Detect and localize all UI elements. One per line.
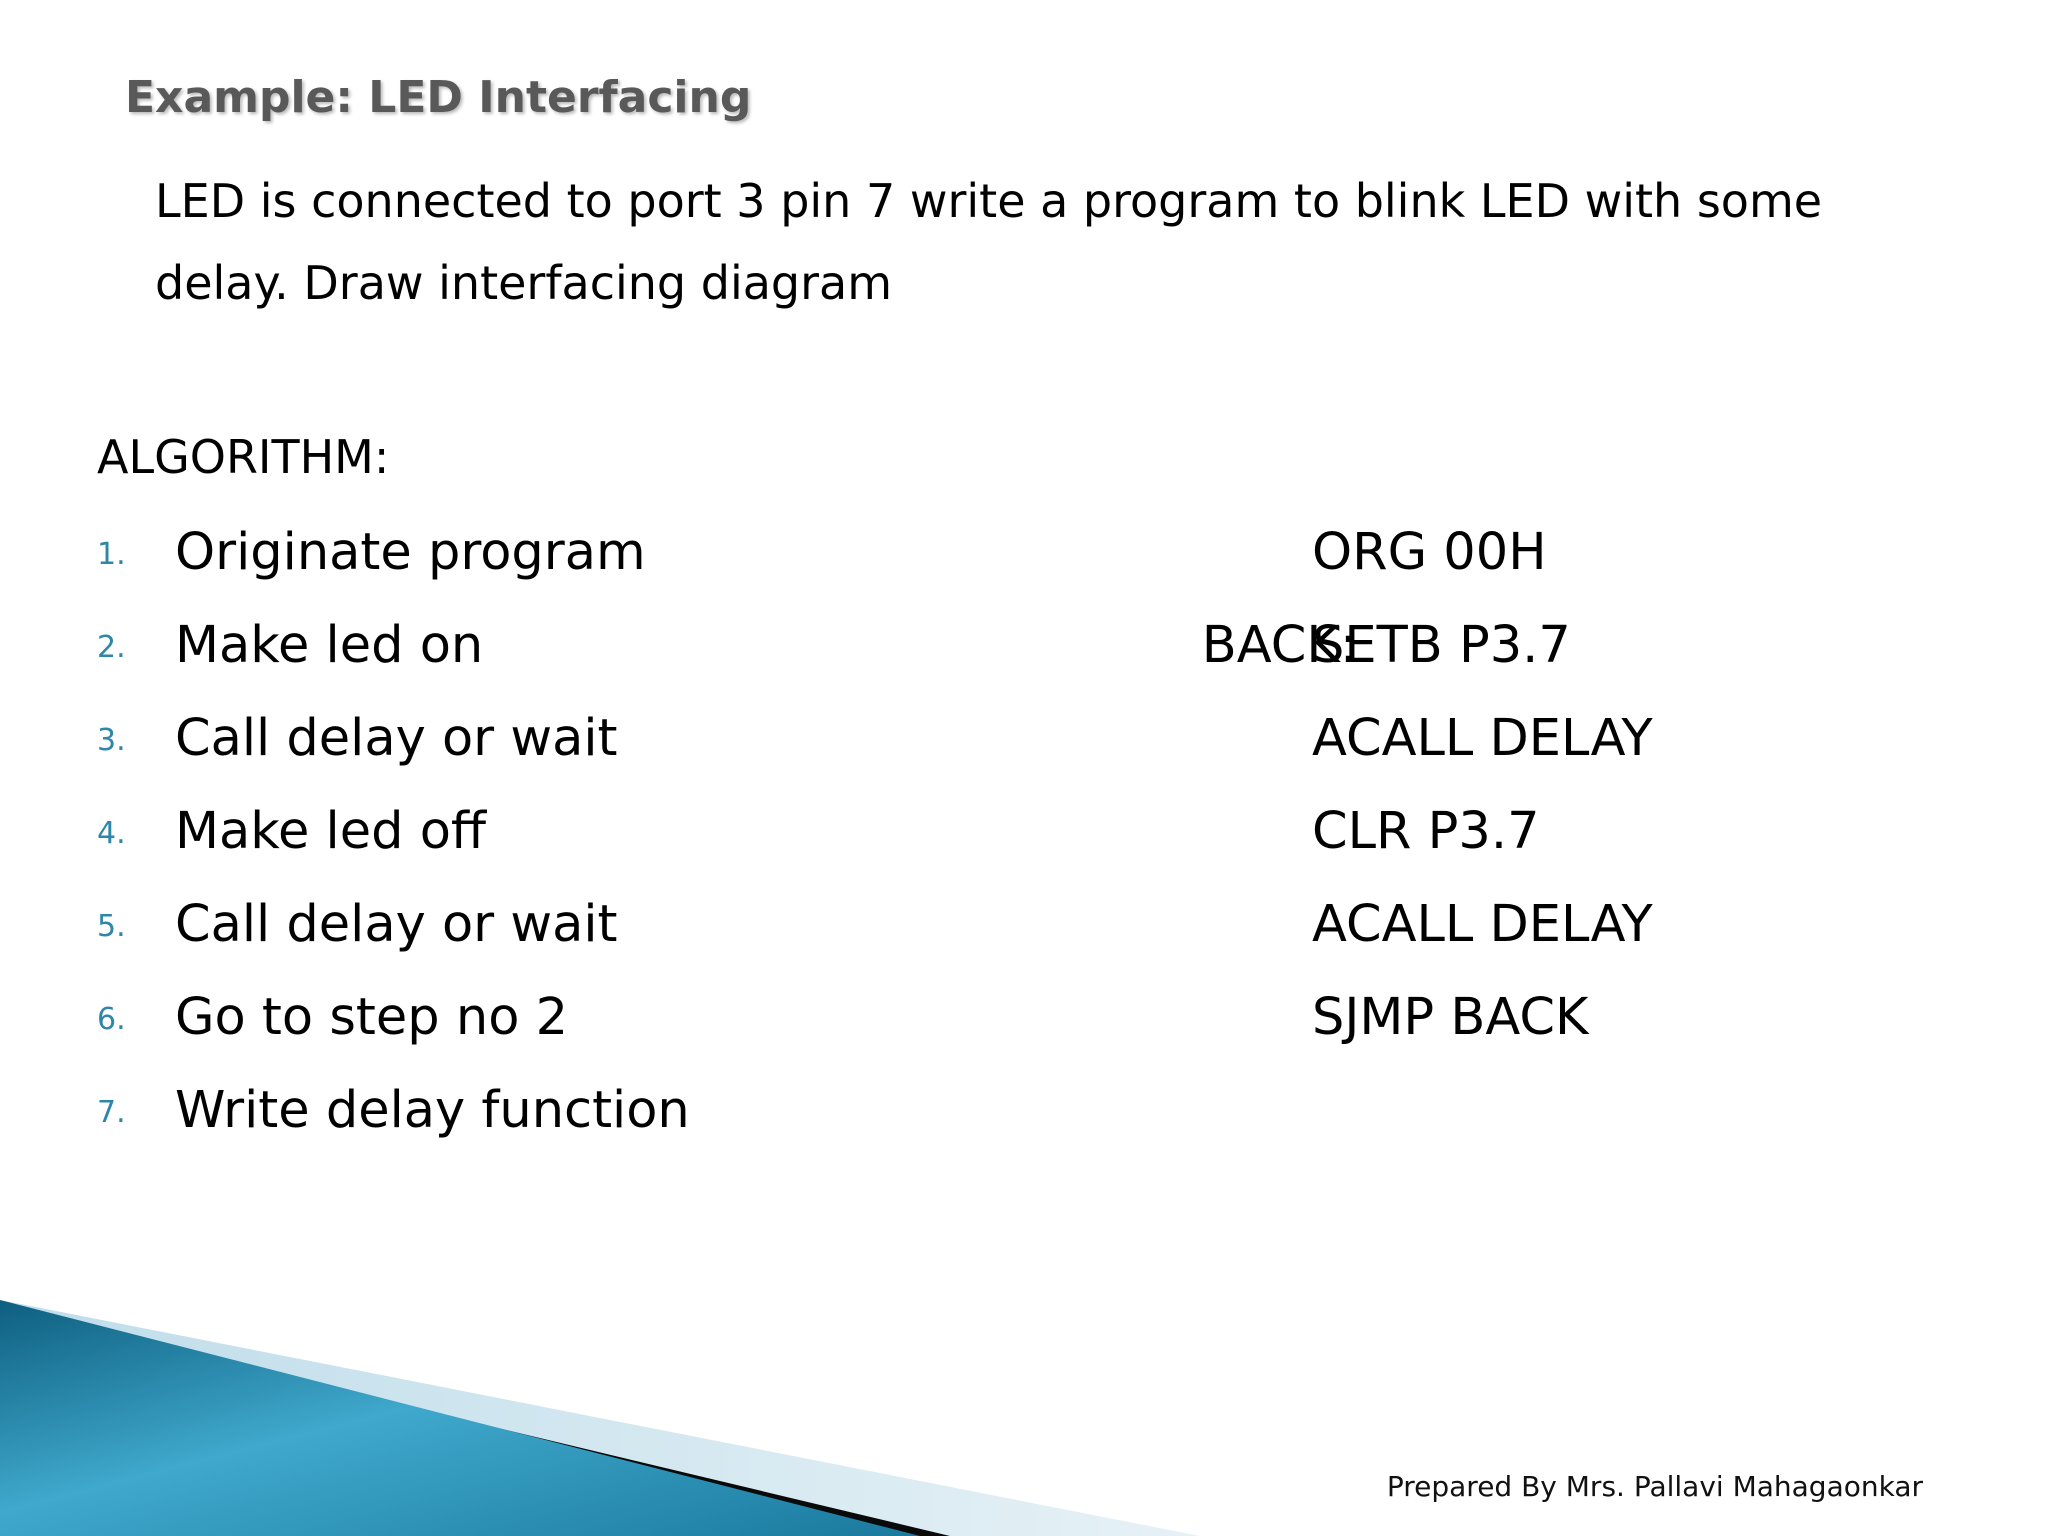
code-instruction: ACALL DELAY [1312,895,1653,954]
problem-statement [155,160,1955,324]
code-instruction: ORG 00H [1312,523,1547,582]
algorithm-step [97,1073,1997,1166]
step-number: 1. [97,537,126,572]
step-text: Call delay or wait [175,895,618,954]
step-text: Originate program [175,523,646,582]
algorithm-step [97,794,1997,887]
algorithm-step [97,701,1997,794]
step-number: 4. [97,816,126,851]
step-text: Go to step no 2 [175,988,569,1047]
footer-credit: Prepared By Mrs. Pallavi Mahagaonkar [1386,1470,1923,1503]
step-number: 3. [97,723,126,758]
algorithm-step [97,887,1997,980]
algorithm-heading: ALGORITHM: [97,430,390,484]
step-number: 6. [97,1002,126,1037]
step-number: 7. [97,1095,126,1130]
code-label: BACK: [1201,616,1357,675]
algorithm-steps [97,515,1997,1166]
step-text: Call delay or wait [175,709,618,768]
slide-title: Example: LED Interfacing [125,72,752,123]
algorithm-step [97,515,1997,608]
step-number: 2. [97,630,126,665]
problem-statement-line: LED is connected to port 3 pin 7 write a program to blink LED with some [155,174,1823,228]
step-number: 5. [97,909,126,944]
code-instruction: CLR P3.7 [1312,802,1540,861]
algorithm-step [97,980,1997,1073]
step-text: Make led on [175,616,484,675]
algorithm-step [97,608,1997,701]
code-instruction: SETB P3.7 [1312,616,1571,675]
code-instruction: SJMP BACK [1312,988,1589,1047]
code-instruction: ACALL DELAY [1312,709,1653,768]
problem-statement-line: delay. Draw interfacing diagram [155,256,893,310]
step-text: Make led off [175,802,487,861]
step-text: Write delay function [175,1081,690,1140]
